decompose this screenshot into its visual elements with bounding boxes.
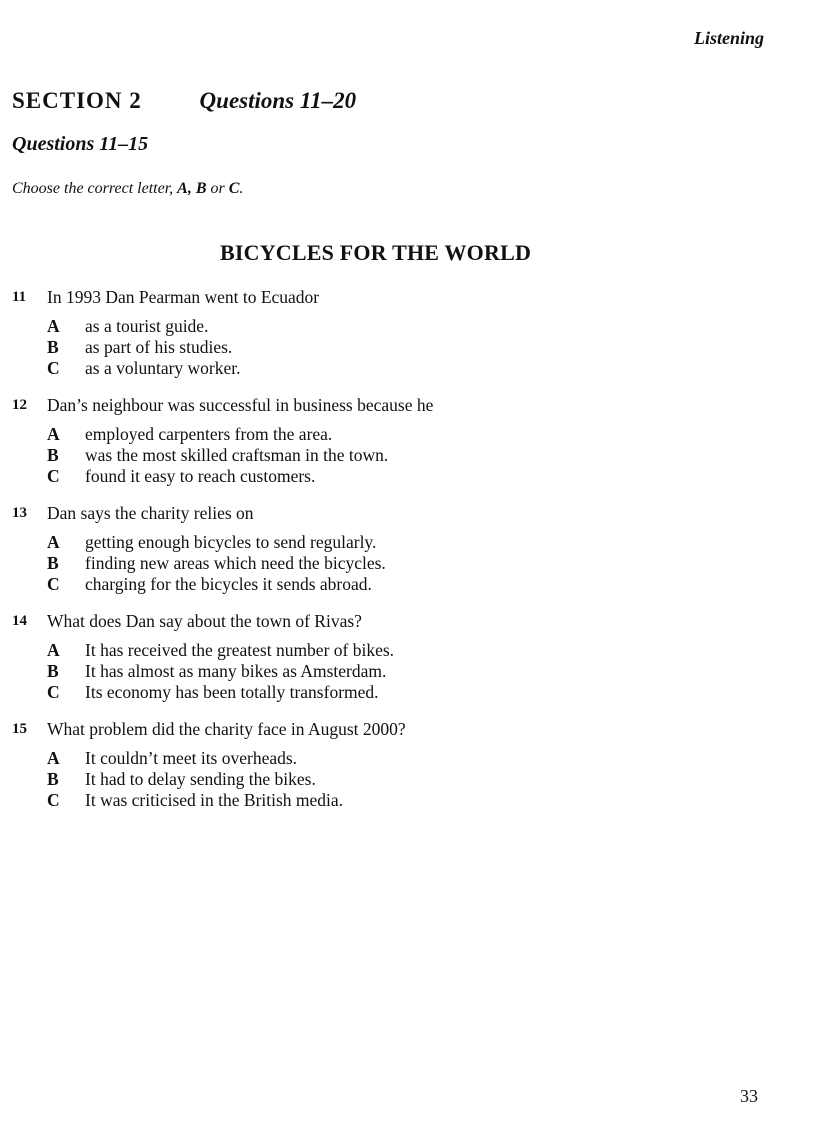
- option-letter: B: [47, 337, 59, 357]
- option-text: finding new areas which need the bicycles.: [85, 553, 386, 573]
- section-label: SECTION 2: [12, 88, 142, 113]
- question-text: What does Dan say about the town of Rivas?: [47, 611, 362, 631]
- option-b[interactable]: [12, 661, 772, 682]
- option-b[interactable]: [12, 337, 772, 358]
- option-letter: C: [47, 466, 60, 486]
- instruction-letters: A, B: [177, 180, 207, 197]
- option-c[interactable]: [12, 574, 772, 595]
- instruction-text: [12, 180, 243, 198]
- option-c[interactable]: [12, 466, 772, 487]
- option-text: was the most skilled craftsman in the town.: [85, 445, 389, 465]
- question-14: [12, 610, 772, 703]
- page-number: 33: [740, 1086, 758, 1106]
- option-letter: A: [47, 424, 60, 444]
- section-heading: [12, 88, 356, 114]
- question-number: 15: [12, 721, 27, 737]
- option-a[interactable]: [12, 316, 772, 337]
- option-letter: C: [47, 790, 60, 810]
- option-letter: A: [47, 640, 60, 660]
- running-head: Listening: [693, 28, 764, 48]
- option-list: [12, 748, 772, 811]
- option-letter: A: [47, 748, 60, 768]
- option-a[interactable]: [12, 640, 772, 661]
- question-number: 12: [12, 397, 27, 413]
- question-number: 11: [12, 289, 27, 305]
- question-stem: [12, 502, 772, 524]
- option-text: Its economy has been totally transformed.: [85, 682, 379, 702]
- question-11: [12, 286, 772, 379]
- option-text: as a tourist guide.: [85, 316, 209, 336]
- question-12: [12, 394, 772, 487]
- question-stem: [12, 394, 772, 416]
- option-letter: C: [47, 358, 60, 378]
- option-letter: B: [47, 769, 59, 789]
- option-text: charging for the bicycles it sends abroad.: [85, 574, 372, 594]
- option-c[interactable]: [12, 682, 772, 703]
- option-list: [12, 424, 772, 487]
- option-b[interactable]: [12, 769, 772, 790]
- option-b[interactable]: [12, 445, 772, 466]
- option-text: It has almost as many bikes as Amsterdam.: [85, 661, 387, 681]
- option-c[interactable]: [12, 790, 772, 811]
- instruction-or: or: [206, 180, 229, 197]
- question-13: [12, 502, 772, 595]
- passage-title: BICYCLES FOR THE WORLD: [220, 240, 532, 265]
- instruction-lead: Choose the correct letter,: [12, 180, 178, 197]
- option-text: found it easy to reach customers.: [85, 466, 316, 486]
- option-letter: B: [47, 553, 59, 573]
- option-a[interactable]: [12, 532, 772, 553]
- question-text: Dan’s neighbour was successful in business because he: [47, 395, 434, 415]
- question-stem: [12, 610, 772, 632]
- question-stem: [12, 286, 772, 308]
- question-text: What problem did the charity face in August 2000?: [47, 719, 406, 739]
- option-list: [12, 316, 772, 379]
- question-number: 14: [12, 613, 27, 629]
- instruction-end: .: [239, 180, 244, 197]
- option-letter: A: [47, 532, 60, 552]
- option-list: [12, 532, 772, 595]
- option-text: as part of his studies.: [85, 337, 233, 357]
- option-letter: B: [47, 661, 59, 681]
- option-text: It had to delay sending the bikes.: [85, 769, 316, 789]
- option-letter: C: [47, 682, 60, 702]
- question-text: In 1993 Dan Pearman went to Ecuador: [47, 287, 320, 307]
- option-text: It has received the greatest number of bikes.: [85, 640, 395, 660]
- option-text: getting enough bicycles to send regularly.: [85, 532, 377, 552]
- option-letter: B: [47, 445, 59, 465]
- questions-subheading: Questions 11–15: [12, 133, 149, 155]
- option-text: It was criticised in the British media.: [85, 790, 344, 810]
- option-text: It couldn’t meet its overheads.: [85, 748, 298, 768]
- question-number: 13: [12, 505, 27, 521]
- instruction-last-letter: C: [228, 180, 240, 197]
- option-a[interactable]: [12, 748, 772, 769]
- section-questions-range: Questions 11–20: [199, 88, 357, 113]
- option-a[interactable]: [12, 424, 772, 445]
- question-15: [12, 718, 772, 811]
- option-list: [12, 640, 772, 703]
- question-text: Dan says the charity relies on: [47, 503, 254, 523]
- option-b[interactable]: [12, 553, 772, 574]
- option-text: as a voluntary worker.: [85, 358, 241, 378]
- option-letter: C: [47, 574, 60, 594]
- question-stem: [12, 718, 772, 740]
- option-text: employed carpenters from the area.: [85, 424, 333, 444]
- option-c[interactable]: [12, 358, 772, 379]
- option-letter: A: [47, 316, 60, 336]
- question-list: [12, 286, 772, 826]
